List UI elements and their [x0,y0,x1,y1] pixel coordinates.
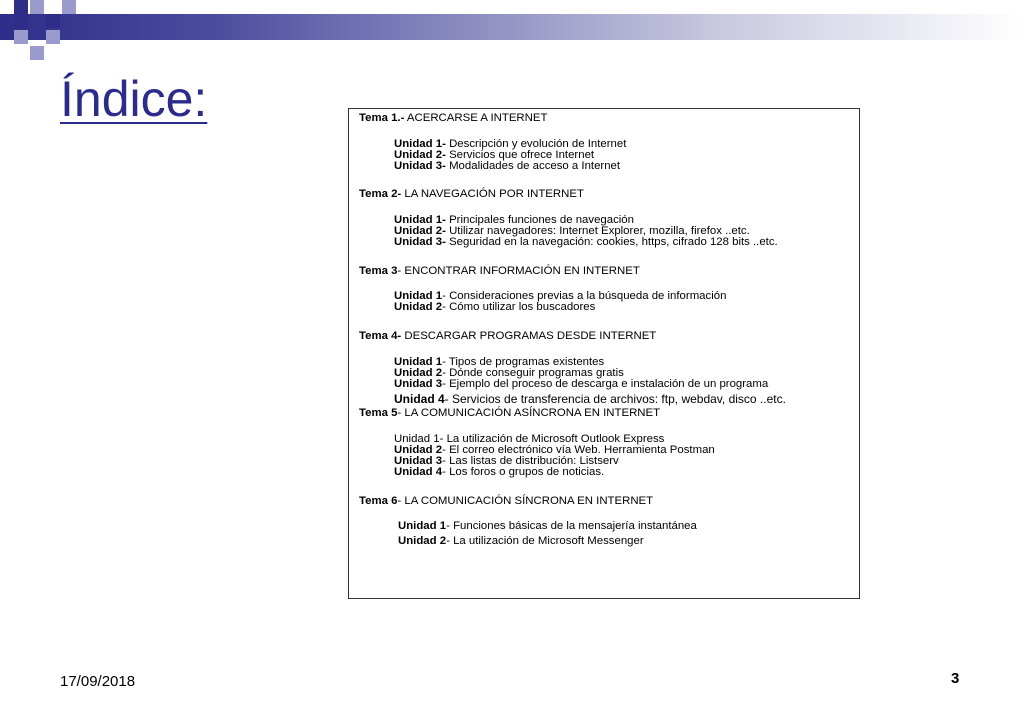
tema-heading [359,113,547,125]
decorative-square [46,14,60,28]
tema-heading [359,496,653,508]
tema-text: LA NAVEGACIÓN POR INTERNET [401,188,584,200]
decorative-square [14,30,28,44]
unidad-label: Unidad 2 [394,367,443,379]
footer-date: 17/09/2018 [60,673,136,690]
unidad-text: - Dónde conseguir programas gratis [442,367,624,379]
tema-label: Tema 4- [359,330,402,342]
unidad-label: Unidad 1- [394,214,446,226]
tema-label: Tema 3 [359,265,398,277]
tema-label: Tema 5 [359,407,398,419]
unidad-label: Unidad 1 [398,520,447,532]
unidad-item [398,521,697,533]
unidad-text: Modalidades de acceso a Internet [445,160,621,172]
unidad-label: Unidad 1 [394,290,443,302]
tema-heading [359,189,584,201]
unidad-label: Unidad 3 [394,455,443,467]
index-box [348,108,860,599]
unidad-label: Unidad 3- [394,160,446,172]
unidad-text: Descripción y evolución de Internet [445,138,627,150]
unidad-text: - Consideraciones previas a la búsqueda de información [442,290,727,302]
unidad-label: Unidad 1 [394,433,440,445]
unidad-text: - La utilización de Microsoft Messenger [446,535,644,547]
tema-text: ACERCARSE A INTERNET [404,112,548,124]
unidad-item [394,394,786,406]
unidad-text: Principales funciones de navegación [445,214,634,226]
tema-text: - LA COMUNICACIÓN SÍNCRONA EN INTERNET [397,495,654,507]
decorative-square [30,46,44,60]
unidad-label: Unidad 4 [394,466,443,478]
decorative-square [46,30,60,44]
unidad-text: Utilizar navegadores: Internet Explorer, mozilla, firefox ..etc. [445,225,750,237]
tema-text: DESCARGAR PROGRAMAS DESDE INTERNET [401,330,657,342]
unidad-text: - Cómo utilizar los buscadores [442,301,596,313]
unidad-text: Servicios que ofrece Internet [445,149,595,161]
unidad-item [398,536,644,548]
unidad-text: Seguridad en la navegación: cookies, https, cifrado 128 bits ..etc. [445,236,778,248]
decorative-square [62,0,76,14]
unidad-text: - Los foros o grupos de noticias. [442,466,605,478]
tema-text: - ENCONTRAR INFORMACIÓN EN INTERNET [397,265,640,277]
decorative-square [30,0,44,14]
tema-text: - LA COMUNICACIÓN ASÍNCRONA EN INTERNET [397,407,661,419]
unidad-text: - Las listas de distribución: Listserv [442,455,619,467]
tema-label: Tema 6 [359,495,398,507]
header-gradient-bar [0,14,1024,40]
unidad-item [394,161,620,173]
unidad-label: Unidad 4 [394,392,445,406]
page-title: Índice: [60,71,208,127]
unidad-text: - Ejemplo del proceso de descarga e instalación de un programa [442,378,769,390]
unidad-text: - El correo electrónico vía Web. Herramienta Postman [442,444,715,456]
tema-heading [359,408,660,420]
slide-number: 3 [951,670,960,687]
unidad-label: Unidad 2 [394,444,443,456]
decorative-square [14,0,28,14]
unidad-label: Unidad 1- [394,138,446,150]
unidad-label: Unidad 3 [394,378,443,390]
decorative-square [14,14,28,28]
unidad-text: - Funciones básicas de la mensajería instantánea [446,520,697,532]
unidad-label: Unidad 3- [394,236,446,248]
unidad-label: Unidad 2 [398,535,447,547]
tema-heading [359,266,640,278]
unidad-label: Unidad 2 [394,301,443,313]
tema-label: Tema 1.- [359,112,405,124]
unidad-label: Unidad 2- [394,225,446,237]
unidad-label: Unidad 1 [394,356,443,368]
unidad-label: Unidad 2- [394,149,446,161]
tema-heading [359,331,656,343]
unidad-item [394,379,768,391]
tema-label: Tema 2- [359,188,402,200]
unidad-text: - La utilización de Microsoft Outlook Express [439,433,665,445]
unidad-text: - Servicios de transferencia de archivos: ftp, webdav, disco ..etc. [444,392,786,406]
unidad-item [394,302,595,314]
unidad-item [394,467,604,479]
unidad-text: - Tipos de programas existentes [442,356,605,368]
unidad-item [394,237,778,249]
